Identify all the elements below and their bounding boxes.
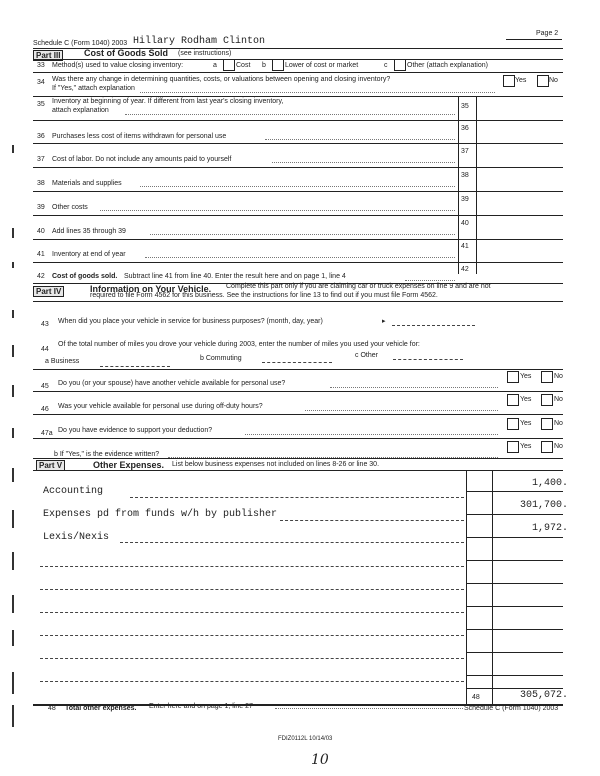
- margin-mark: [12, 672, 14, 694]
- line38-number: 38: [37, 180, 45, 187]
- line47b-yes-label: Yes: [520, 443, 532, 450]
- dot-leader: [140, 92, 495, 93]
- part3-rule: [33, 59, 563, 60]
- line39-text: Other costs: [52, 204, 88, 211]
- dot-leader: [245, 434, 498, 435]
- row-rule: [466, 675, 563, 676]
- line46-number: 46: [41, 406, 49, 413]
- part3-instructions: (see instructions): [178, 50, 232, 57]
- row-rule: [33, 458, 563, 459]
- empty-expense-row[interactable]: [40, 681, 464, 682]
- line41-box-number: 41: [461, 243, 469, 250]
- line33-a-letter: a: [213, 62, 217, 69]
- part5-label: Part V: [36, 460, 65, 471]
- line37-number: 37: [37, 156, 45, 163]
- line37-box-number: 37: [461, 148, 469, 155]
- dot-leader: [150, 234, 455, 235]
- line43-input[interactable]: [392, 325, 475, 326]
- expense-item-amount: 301,700.: [519, 500, 568, 511]
- empty-expense-row[interactable]: [40, 635, 464, 636]
- margin-mark: [12, 630, 14, 646]
- line44-other-label: c Other: [355, 352, 378, 359]
- margin-mark: [12, 145, 14, 153]
- part3-label: Part III: [33, 50, 63, 61]
- line36-box-number: 36: [461, 125, 469, 132]
- line40-text: Add lines 35 through 39: [52, 228, 126, 235]
- row-rule: [466, 537, 563, 538]
- line42-number: 42: [37, 273, 45, 280]
- part5-title: Other Expenses.: [93, 460, 165, 470]
- expense-row-leader: [280, 520, 464, 521]
- line44-text: Of the total number of miles you drove your vehicle during 2003, enter the number of miles you used your vehicle for:: [58, 341, 420, 348]
- line38-text: Materials and supplies: [52, 180, 122, 187]
- margin-mark: [12, 468, 14, 482]
- line44-business-input[interactable]: [100, 366, 170, 367]
- expense-item-amount: 1,972.: [531, 523, 568, 534]
- line34-subtext: If "Yes," attach explanation: [52, 85, 135, 92]
- dot-leader: [265, 139, 455, 140]
- line45-yes-checkbox[interactable]: [507, 371, 519, 383]
- row-rule: [466, 629, 563, 630]
- line47a-text: Do you have evidence to support your deduction?: [58, 427, 213, 434]
- dot-leader: [330, 387, 498, 388]
- line46-no-label: No: [554, 396, 563, 403]
- line33-cost-label: Cost: [236, 62, 251, 69]
- margin-mark: [12, 385, 14, 397]
- line34-yes-label: Yes: [515, 77, 527, 84]
- line34-no-checkbox[interactable]: [537, 75, 549, 87]
- row-rule: [466, 491, 563, 492]
- amount-column-divider: [466, 470, 467, 704]
- expense-row-leader: [130, 497, 464, 498]
- row-rule: [33, 191, 563, 192]
- line47b-text: b If "Yes," is the evidence written?: [54, 451, 160, 458]
- expense-item-name: Expenses pd from funds w/h by publisher: [43, 509, 278, 520]
- empty-expense-row[interactable]: [40, 612, 464, 613]
- line45-no-label: No: [554, 373, 563, 380]
- part4-description-2: required to file Form 4562 for this business. See the instructions for line 13 to find out if you must file Form 4562.: [90, 292, 438, 299]
- amount-column-divider: [492, 470, 493, 704]
- row-rule: [33, 72, 563, 73]
- line43-text: When did you place your vehicle in service for business purposes? (month, day, year): [58, 318, 323, 325]
- part4-label: Part IV: [33, 286, 64, 297]
- line44-commuting-input[interactable]: [262, 362, 332, 363]
- line44-commuting-label: b Commuting: [200, 355, 242, 362]
- amount-column-divider: [458, 96, 459, 274]
- line48-bold-text: Total other expenses.: [65, 705, 137, 712]
- handwritten-page-number: 10: [311, 752, 329, 768]
- line48-box-number: 48: [472, 694, 480, 701]
- line44-number: 44: [41, 346, 49, 353]
- row-rule: [466, 583, 563, 584]
- margin-mark: [12, 510, 14, 528]
- line46-no-checkbox[interactable]: [541, 394, 553, 406]
- part4-description-1: Complete this part only if you are claiming car or truck expenses on line 9 and are not: [226, 283, 491, 290]
- line36-text: Purchases less cost of items withdrawn for personal use: [52, 133, 227, 140]
- part4-title: Information on Your Vehicle.: [90, 284, 212, 294]
- row-rule: [33, 438, 563, 439]
- line33-lower-of-cost-label: Lower of cost or market: [285, 62, 359, 69]
- amount-column-divider: [476, 96, 477, 274]
- line37-text: Cost of labor. Do not include any amounts paid to yourself: [52, 156, 232, 163]
- part5-description: List below business expenses not included on lines 8-26 or line 30.: [172, 461, 380, 468]
- margin-mark: [12, 345, 14, 357]
- line35-box-number: 35: [461, 103, 469, 110]
- line34-text: Was there any change in determining quantities, costs, or valuations between opening and closing inventory?: [52, 76, 391, 83]
- expense-item-name: Accounting: [43, 486, 104, 497]
- line47a-yes-label: Yes: [520, 420, 532, 427]
- line42-text: Subtract line 41 from line 40. Enter the result here and on page 1, line 4: [124, 273, 346, 280]
- dot-leader: [145, 257, 455, 258]
- line47b-no-label: No: [554, 443, 563, 450]
- line35-subtext: attach explanation: [52, 107, 109, 114]
- line41-number: 41: [37, 251, 45, 258]
- line43-number: 43: [41, 321, 49, 328]
- row-rule: [33, 167, 563, 168]
- margin-mark: [12, 428, 14, 438]
- margin-mark: [12, 705, 14, 727]
- line33-b-letter: b: [262, 62, 266, 69]
- margin-mark: [12, 595, 14, 613]
- line38-box-number: 38: [461, 172, 469, 179]
- row-rule: [466, 514, 563, 515]
- line33-cost-checkbox[interactable]: [223, 59, 235, 71]
- line42-box-number: 42: [461, 266, 469, 273]
- line33-other-checkbox[interactable]: [394, 59, 406, 71]
- row-rule: [33, 369, 563, 370]
- form-reference: Schedule C (Form 1040) 2003: [33, 40, 128, 47]
- dot-leader: [140, 186, 455, 187]
- line33-other-label: Other (attach explanation): [407, 62, 488, 69]
- line48-total-amount: 305,072.: [519, 690, 568, 701]
- margin-mark: [12, 228, 14, 238]
- row-rule: [33, 215, 563, 216]
- line44-business-label: a Business: [45, 358, 80, 365]
- expense-item-amount: 1,400.: [531, 478, 568, 489]
- footer-code: FDIZ0112L 10/14/03: [278, 736, 333, 742]
- line46-text: Was your vehicle available for personal use during off-duty hours?: [58, 403, 263, 410]
- row-rule: [466, 652, 563, 653]
- part5-rule: [33, 470, 563, 471]
- line34-yes-checkbox[interactable]: [503, 75, 515, 87]
- line40-number: 40: [37, 228, 45, 235]
- dot-leader: [275, 708, 463, 709]
- empty-expense-row[interactable]: [40, 566, 464, 567]
- line43-arrow-icon: ▸: [382, 318, 386, 325]
- dot-leader: [125, 114, 455, 115]
- line44-other-input[interactable]: [393, 359, 463, 360]
- row-rule: [33, 120, 563, 121]
- margin-mark: [12, 262, 14, 268]
- row-rule: [33, 262, 563, 263]
- part4-rule: [33, 301, 563, 302]
- dot-leader: [100, 210, 455, 211]
- dot-leader: [272, 162, 455, 163]
- line35-text: Inventory at beginning of year. If different from last year's closing inventory,: [52, 98, 284, 105]
- line33-c-letter: c: [384, 62, 388, 69]
- line47a-number: 47a: [41, 430, 53, 437]
- line45-number: 45: [41, 383, 49, 390]
- line47a-no-checkbox[interactable]: [541, 418, 553, 430]
- empty-expense-row[interactable]: [40, 658, 464, 659]
- line46-yes-label: Yes: [520, 396, 532, 403]
- margin-mark: [12, 310, 14, 318]
- line40-box-number: 40: [461, 220, 469, 227]
- dot-leader: [405, 280, 455, 281]
- line47a-no-label: No: [554, 420, 563, 427]
- line45-yes-label: Yes: [520, 373, 532, 380]
- header-rule: [506, 39, 562, 40]
- line36-number: 36: [37, 133, 45, 140]
- line46-yes-checkbox[interactable]: [507, 394, 519, 406]
- line47b-yes-checkbox[interactable]: [507, 441, 519, 453]
- expense-row-leader: [120, 542, 464, 543]
- line34-number: 34: [37, 79, 45, 86]
- line33-number: 33: [37, 62, 45, 69]
- row-rule: [33, 96, 563, 97]
- line42-bold-text: Cost of goods sold.: [52, 273, 118, 280]
- page-label: Page 2: [536, 30, 559, 37]
- line48-number: 48: [48, 705, 56, 712]
- row-rule: [33, 414, 563, 415]
- row-rule: [466, 606, 563, 607]
- line35-number: 35: [37, 101, 45, 108]
- dot-leader: [305, 410, 498, 411]
- line45-text: Do you (or your spouse) have another vehicle available for personal use?: [58, 380, 286, 387]
- line33-text: Method(s) used to value closing inventory:: [52, 62, 184, 69]
- line33-lower-of-cost-checkbox[interactable]: [272, 59, 284, 71]
- line34-no-label: No: [549, 77, 558, 84]
- row-rule: [33, 391, 563, 392]
- row-rule: [466, 688, 563, 689]
- line47a-yes-checkbox[interactable]: [507, 418, 519, 430]
- footer-form-reference: Schedule C (Form 1040) 2003: [464, 705, 559, 712]
- part3-title: Cost of Goods Sold: [84, 48, 168, 58]
- line47b-no-checkbox[interactable]: [541, 441, 553, 453]
- row-rule: [33, 143, 563, 144]
- line39-box-number: 39: [461, 196, 469, 203]
- line48-text: Enter here and on page 1, line 27: [149, 703, 253, 710]
- line39-number: 39: [37, 204, 45, 211]
- margin-mark: [12, 552, 14, 570]
- line45-no-checkbox[interactable]: [541, 371, 553, 383]
- empty-expense-row[interactable]: [40, 589, 464, 590]
- taxpayer-name: Hillary Rodham Clinton: [133, 36, 266, 47]
- row-rule: [33, 239, 563, 240]
- line41-text: Inventory at end of year: [52, 251, 126, 258]
- row-rule: [466, 560, 563, 561]
- expense-item-name: Lexis/Nexis: [43, 532, 110, 543]
